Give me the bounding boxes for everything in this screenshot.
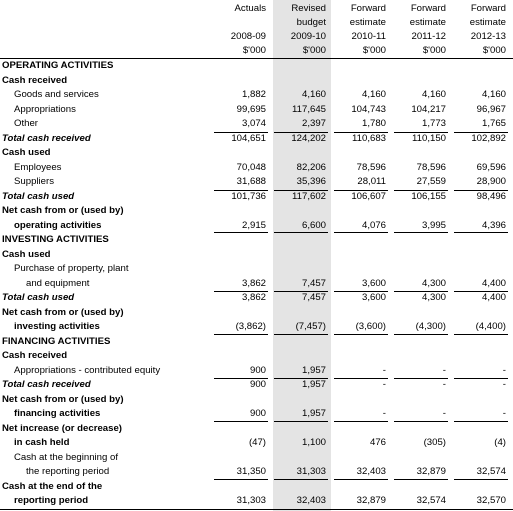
total-rule xyxy=(454,378,508,379)
cell-col0: 31,350 xyxy=(236,466,266,477)
total-rule xyxy=(394,291,448,292)
cell-col1: 6,600 xyxy=(301,219,326,231)
row-label: Goods and services xyxy=(14,89,99,100)
row-label: operating activities xyxy=(14,219,102,231)
header-col3-line2: estimate xyxy=(409,17,446,28)
table-row xyxy=(0,248,513,262)
table-row xyxy=(0,204,513,218)
table-row xyxy=(0,422,513,436)
cell-col3: 4,300 xyxy=(421,292,446,303)
row-label: OPERATING ACTIVITIES xyxy=(2,60,114,71)
cell-col0: 900 xyxy=(249,379,266,390)
total-rule xyxy=(334,190,388,191)
row-label: Cash used xyxy=(2,248,51,260)
cell-col3: (305) xyxy=(423,437,446,448)
total-rule xyxy=(274,132,328,133)
cell-col0: 31,688 xyxy=(236,176,266,187)
table-row xyxy=(0,480,513,494)
cell-col3: - xyxy=(442,379,446,390)
cell-col3: 110,150 xyxy=(412,132,446,144)
cell-col3: 106,155 xyxy=(411,190,446,202)
row-label: Net cash from or (used by) xyxy=(2,205,124,216)
cell-col1: 117,602 xyxy=(292,190,326,202)
cell-col4: 32,574 xyxy=(476,466,506,477)
total-rule xyxy=(394,378,448,379)
cell-col4: - xyxy=(502,408,506,419)
row-label: Cash at the end of the xyxy=(2,480,103,492)
row-label: and equipment xyxy=(26,277,90,289)
cell-col4: 28,900 xyxy=(476,176,506,187)
table-bottom-rule xyxy=(0,509,513,510)
row-label: Other xyxy=(14,118,38,129)
cell-col0: 31,303 xyxy=(236,495,266,506)
row-label: INVESTING ACTIVITIES xyxy=(2,234,109,245)
cell-col2: - xyxy=(382,364,386,376)
cell-col3: - xyxy=(442,408,446,419)
header-col2-line2: estimate xyxy=(349,17,386,28)
header-col1-line1: Revised xyxy=(291,3,326,14)
table-row xyxy=(0,465,513,479)
header-col4-year: 2012-13 xyxy=(470,31,506,42)
total-rule xyxy=(274,291,328,292)
cell-col3: 32,574 xyxy=(416,495,446,506)
total-rule xyxy=(454,291,508,292)
cell-col1: 117,645 xyxy=(292,103,326,115)
cell-col1: 1,957 xyxy=(301,364,326,376)
header-col3-line1: Forward xyxy=(410,3,446,14)
table-row xyxy=(0,175,513,189)
table-row xyxy=(0,436,513,450)
cell-col2: 476 xyxy=(369,437,386,448)
header-col4-line2: estimate xyxy=(469,17,506,28)
header-col3-unit: $'000 xyxy=(422,45,446,56)
header-col0-unit: $'000 xyxy=(242,45,266,56)
cell-col2: 78,596 xyxy=(356,161,386,173)
cell-col4: 4,400 xyxy=(481,292,506,303)
table-row xyxy=(0,117,513,131)
cell-col2: 28,011 xyxy=(357,176,386,187)
header-col1-unit: $'000 xyxy=(302,45,326,56)
cell-col4: (4,400) xyxy=(475,321,506,332)
table-row xyxy=(0,306,513,320)
row-label: Employees xyxy=(14,161,62,173)
cell-col3: 104,217 xyxy=(411,103,446,115)
table-row xyxy=(0,103,513,117)
cell-col3: 4,160 xyxy=(421,89,446,100)
cell-col0: 70,048 xyxy=(236,161,266,173)
cell-col0: 99,695 xyxy=(236,103,266,115)
row-label: financing activities xyxy=(14,408,101,419)
row-label: FINANCING ACTIVITIES xyxy=(2,335,111,347)
total-rule xyxy=(274,190,328,191)
cell-col0: 3,862 xyxy=(241,292,266,303)
cell-col1: 1,100 xyxy=(301,437,326,448)
cell-col4: (4) xyxy=(494,437,506,448)
cell-col3: 4,300 xyxy=(421,277,446,289)
total-rule xyxy=(454,132,508,133)
row-label: Total cash received xyxy=(2,132,91,144)
cell-col2: 110,683 xyxy=(352,132,386,144)
cell-col4: - xyxy=(502,379,506,390)
cell-col0: (3,862) xyxy=(235,321,266,332)
cell-col4: 1,765 xyxy=(481,118,506,129)
cell-col1: 1,957 xyxy=(301,408,326,419)
row-label: Net cash from or (used by) xyxy=(2,306,124,318)
cell-col2: 4,076 xyxy=(361,219,386,231)
row-label: Net cash from or (used by) xyxy=(2,393,124,405)
total-rule xyxy=(214,378,268,379)
cell-col4: 96,967 xyxy=(476,103,506,115)
header-col0-line1: Actuals xyxy=(234,3,266,14)
row-label: Cash used xyxy=(2,147,51,158)
cell-col3: 3,995 xyxy=(421,219,446,231)
cell-col3: - xyxy=(442,364,446,376)
total-rule xyxy=(334,378,388,379)
row-label: Cash received xyxy=(2,350,68,361)
row-label: Cash at the beginning of xyxy=(14,451,119,463)
row-label: investing activities xyxy=(14,321,100,332)
header-col1-year: 2009-10 xyxy=(290,31,326,42)
header-col0-year: 2008-09 xyxy=(230,31,266,42)
table-row xyxy=(0,335,513,349)
table-row xyxy=(0,219,513,233)
cell-col1: (7,457) xyxy=(295,321,326,332)
total-rule xyxy=(394,132,448,133)
row-label: Purchase of property, plant xyxy=(14,263,129,274)
row-label: Total cash received xyxy=(2,379,91,390)
total-rule xyxy=(334,132,388,133)
row-label: in cash held xyxy=(14,437,70,448)
row-label: the reporting period xyxy=(26,466,110,477)
cell-col1: 4,160 xyxy=(301,89,326,100)
cell-col3: 1,773 xyxy=(421,118,446,129)
cell-col4: 4,160 xyxy=(481,89,506,100)
cell-col4: 69,596 xyxy=(476,161,506,173)
table-row xyxy=(0,277,513,291)
header-col4-unit: $'000 xyxy=(482,45,506,56)
table-row xyxy=(0,407,513,421)
cell-col0: 104,651 xyxy=(231,132,266,144)
total-rule xyxy=(214,190,268,191)
cell-col0: 900 xyxy=(249,364,266,376)
cell-col1: 1,957 xyxy=(301,379,326,390)
table-row xyxy=(0,146,513,160)
table-row xyxy=(0,190,513,204)
row-label: reporting period xyxy=(14,495,89,506)
table-row xyxy=(0,349,513,363)
cell-col0: 3,074 xyxy=(241,118,266,129)
cell-col4: 102,892 xyxy=(471,132,506,144)
cell-col0: 2,915 xyxy=(241,219,266,231)
cell-col2: 104,743 xyxy=(351,103,386,115)
cell-col2: 4,160 xyxy=(361,89,386,100)
table-row xyxy=(0,161,513,175)
cell-col2: 32,879 xyxy=(356,495,386,506)
cell-col3: 27,559 xyxy=(416,176,446,187)
cell-col4: - xyxy=(502,364,506,376)
cell-col4: 98,496 xyxy=(476,190,506,202)
cell-col0: (47) xyxy=(248,437,266,448)
cell-col0: 1,882 xyxy=(241,89,266,100)
table-row xyxy=(0,132,513,146)
cell-col2: 106,607 xyxy=(351,190,386,202)
table-row xyxy=(0,233,513,247)
table-row xyxy=(0,494,513,508)
cell-col1: 7,457 xyxy=(301,277,326,289)
row-label: Appropriations - contributed equity xyxy=(14,364,161,376)
cell-col1: 35,396 xyxy=(296,176,326,187)
table-row xyxy=(0,320,513,334)
table-row xyxy=(0,393,513,407)
row-label: Suppliers xyxy=(14,176,54,187)
cell-col1: 32,403 xyxy=(296,495,326,506)
header-col1-line2: budget xyxy=(296,17,326,28)
cell-col4: 4,400 xyxy=(481,277,506,289)
cell-col1: 31,303 xyxy=(296,466,326,477)
table-row xyxy=(0,291,513,305)
total-rule xyxy=(214,291,268,292)
total-rule xyxy=(214,132,268,133)
header-col2-year: 2010-11 xyxy=(351,31,386,42)
cell-col2: 3,600 xyxy=(361,292,386,303)
cell-col2: 32,403 xyxy=(356,466,386,477)
table-row xyxy=(0,364,513,378)
cell-col1: 82,206 xyxy=(296,161,326,173)
table-row xyxy=(0,262,513,276)
total-rule xyxy=(334,291,388,292)
cell-col4: 32,570 xyxy=(476,495,506,506)
cell-col3: 32,879 xyxy=(416,466,446,477)
row-label: Appropriations xyxy=(14,103,76,115)
cell-col3: 78,596 xyxy=(416,161,446,173)
table-row xyxy=(0,451,513,465)
total-rule xyxy=(274,378,328,379)
row-label: Net increase (or decrease) xyxy=(2,422,122,434)
row-label: Total cash used xyxy=(2,190,75,202)
cell-col1: 2,397 xyxy=(301,118,326,129)
row-label: Total cash used xyxy=(2,292,75,303)
total-rule xyxy=(454,190,508,191)
cell-col2: (3,600) xyxy=(355,321,386,332)
cell-col0: 900 xyxy=(249,408,266,419)
row-label: Cash received xyxy=(2,74,68,86)
cell-col2: 3,600 xyxy=(361,277,386,289)
cell-col2: - xyxy=(382,379,386,390)
table-row xyxy=(0,88,513,102)
cell-col0: 3,862 xyxy=(241,277,266,289)
cell-col2: 1,780 xyxy=(361,118,386,129)
cell-col0: 101,736 xyxy=(231,190,266,202)
header-col2-line1: Forward xyxy=(350,3,386,14)
cell-col2: - xyxy=(382,408,386,419)
table-row xyxy=(0,74,513,88)
cell-col3: (4,300) xyxy=(415,321,446,332)
cell-col4: 4,396 xyxy=(481,219,506,231)
total-rule xyxy=(394,190,448,191)
cell-col1: 124,202 xyxy=(291,132,326,144)
table-row xyxy=(0,378,513,392)
header-col4-line1: Forward xyxy=(470,3,506,14)
cell-col1: 7,457 xyxy=(301,292,326,303)
header-col3-year: 2011-12 xyxy=(411,31,446,42)
table-row xyxy=(0,59,513,73)
header-col2-unit: $'000 xyxy=(362,45,386,56)
